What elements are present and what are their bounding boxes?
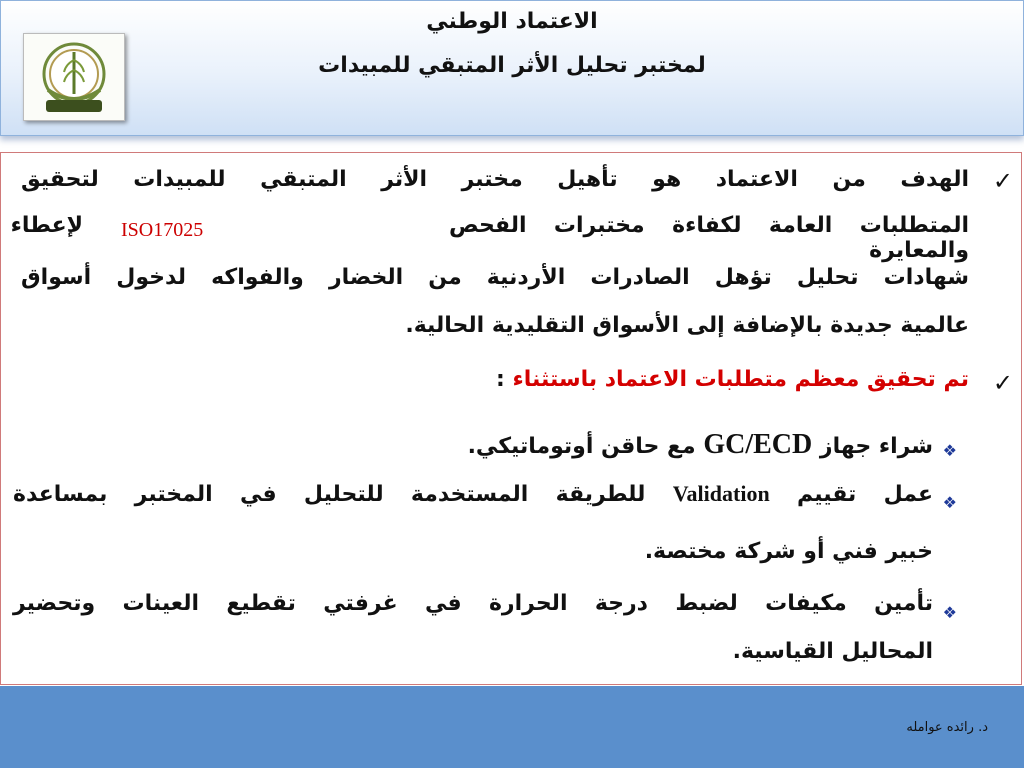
slide-body xyxy=(0,152,1022,685)
item2-line1 xyxy=(13,481,933,507)
item1 xyxy=(233,429,933,461)
item1-post: مع حاقن أوتوماتيكي. xyxy=(467,434,696,459)
author-name: د. رائده عوامله xyxy=(906,720,988,735)
para2 xyxy=(369,367,969,392)
para2-colon: : xyxy=(496,367,505,392)
slide-header xyxy=(0,0,1024,136)
para1-line4: عالمية جديدة بالإضافة إلى الأسواق التقليدية الحالية. xyxy=(405,313,969,338)
slide-title-line2: لمختبر تحليل الأثر المتبقي للمبيدات xyxy=(318,53,706,78)
checkmark-icon: ✓ xyxy=(992,369,1013,397)
iso-standard-label: ISO17025 xyxy=(121,219,204,241)
item2-line2: خبير فني أو شركة مختصة. xyxy=(644,539,933,564)
item1-pre: شراء جهاز xyxy=(819,434,933,459)
item2-pre: عمل تقييم xyxy=(796,482,933,507)
item3-line1: تأمين مكيفات لضبط درجة الحرارة في غرفتي تقطيع العينات وتحضير xyxy=(13,591,933,616)
item2-post: للطريقة المستخدمة للتحليل في المختبر بمساعدة xyxy=(13,482,646,507)
para1-line2: المتطلبات العامة لكفاءة مختبرات الفحص والمعايرة xyxy=(449,213,969,263)
item2-validation: Validation xyxy=(672,481,770,506)
slide-title-line1: الاعتماد الوطني xyxy=(426,9,598,34)
ministry-logo xyxy=(23,33,125,121)
para1-line3: شهادات تحليل تؤهل الصادرات الأردنية من الخضار والفواكه لدخول أسواق xyxy=(21,265,969,290)
para1-line2-end: لإعطاء xyxy=(10,213,83,238)
slide-footer xyxy=(0,686,1024,768)
item1-device: GC/ECD xyxy=(703,429,813,460)
checkmark-icon: ✓ xyxy=(992,167,1013,195)
para1-line1: الهدف من الاعتماد هو تأهيل مختبر الأثر المتبقي للمبيدات لتحقيق xyxy=(21,167,969,192)
diamond-bullet-icon: ❖ xyxy=(942,493,957,512)
ministry-emblem-icon xyxy=(24,34,124,120)
diamond-bullet-icon: ❖ xyxy=(942,603,957,622)
para2-text: تم تحقيق معظم متطلبات الاعتماد باستثناء xyxy=(512,367,969,392)
item3-line2: المحاليل القياسية. xyxy=(732,639,933,664)
diamond-bullet-icon: ❖ xyxy=(942,441,957,460)
